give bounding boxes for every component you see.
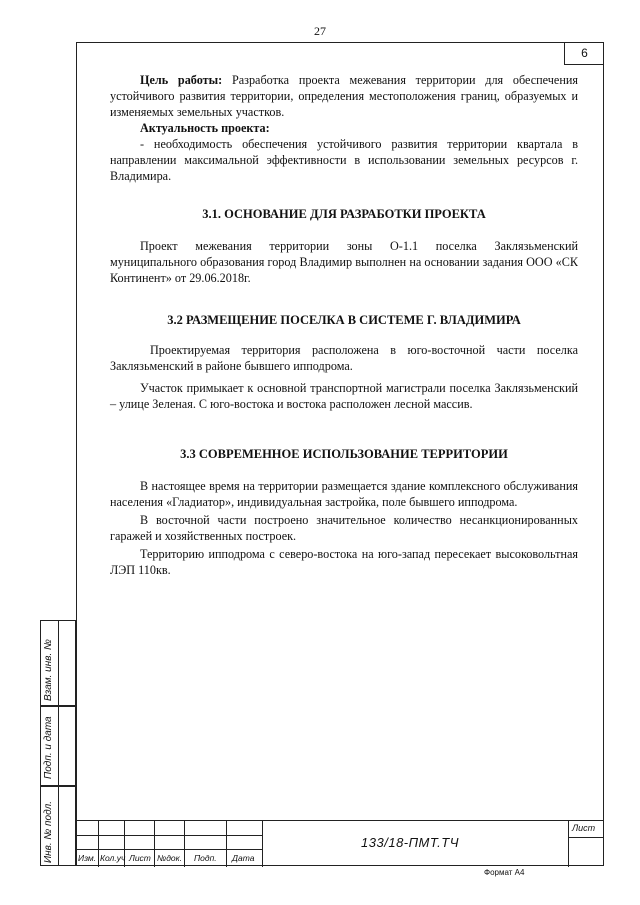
- goal-paragraph: [110, 72, 578, 120]
- vzam-inv-label: Взам. инв. №: [43, 639, 54, 701]
- col-izm: Изм.: [78, 853, 97, 863]
- relevance-label: Актуальность проекта:: [140, 121, 270, 135]
- document-body: [110, 72, 578, 578]
- side-stamp-inv: [40, 786, 76, 866]
- section-heading-3-3: 3.3 СОВРЕМЕННОЕ ИСПОЛЬЗОВАНИЕ ТЕРРИТОРИИ: [180, 447, 508, 461]
- podp-data-label: Подп. и дата: [43, 716, 54, 779]
- goal-text: Разработка проекта межевания территории для обеспечения устойчивого развития территории, определения местоположения границ, образуемых и изменяемых земельных участков.: [110, 73, 578, 119]
- col-list: Лист: [129, 853, 151, 863]
- col-ndok: №док.: [157, 853, 183, 863]
- document-code: 133/18-ПМТ.ТЧ: [361, 835, 459, 850]
- section-3-3-paragraph-3: Территорию ипподрома с северо-востока на юго-запад пересекает высоковольтная ЛЭП 110кв.: [110, 547, 578, 577]
- sheet-label: Лист: [572, 823, 596, 833]
- section-3-3-paragraph-2: В восточной части построено значительное количество несанкционированных гаражей и хозяйственных построек.: [110, 513, 578, 543]
- col-kol-uch: Кол.уч: [100, 853, 126, 863]
- page-number: 27: [314, 24, 326, 38]
- section-heading-3-1: 3.1. ОСНОВАНИЕ ДЛЯ РАЗРАБОТКИ ПРОЕКТА: [202, 207, 486, 221]
- section-3-1-paragraph: Проект межевания территории зоны О-1.1 поселка Заклязьменский муниципального образования город Владимир выполнен на основании задания ООО «СК Континент» от 29.06.2018г.: [110, 239, 578, 285]
- section-3-2-paragraph-2: Участок примыкает к основной транспортной магистрали поселка Заклязьменский – улице Зеленая. С юго-востока и востока расположен лесной массив.: [110, 381, 578, 411]
- side-stamp-podp: [40, 706, 76, 786]
- relevance-text: - необходимость обеспечения устойчивого развития территории квартала в направлении максимальной эффективности в использовании земельных ресурсов г. Владимира.: [110, 137, 578, 183]
- col-data: Дата: [232, 853, 255, 863]
- format-label: Формат А4: [484, 868, 525, 877]
- goal-label: Цель работы:: [140, 73, 223, 87]
- sheet-number: 6: [564, 42, 604, 65]
- side-stamp-vzam: [40, 620, 76, 706]
- section-3-2-paragraph-1: Проектируемая территория расположена в юго-восточной части поселка Заклязьменский в районе бывшего ипподрома.: [110, 343, 578, 373]
- inv-podl-label: Инв. № подл.: [43, 800, 54, 863]
- section-3-3-paragraph-1: В настоящее время на территории размещается здание комплексного обслуживания населения «Гладиатор», индивидуальная застройка, поле бывшего ипподрома.: [110, 479, 578, 509]
- col-podp: Подп.: [194, 853, 217, 863]
- section-heading-3-2: 3.2 РАЗМЕЩЕНИЕ ПОСЕЛКА В СИСТЕМЕ Г. ВЛАДИМИРА: [167, 313, 521, 327]
